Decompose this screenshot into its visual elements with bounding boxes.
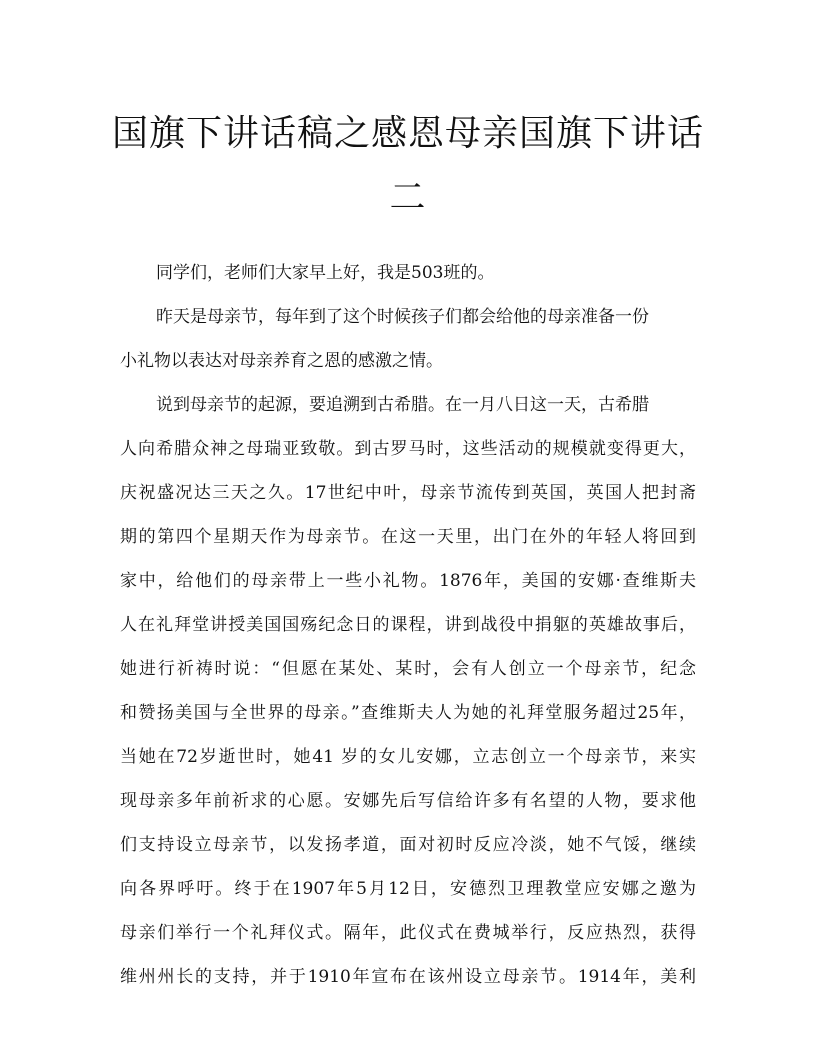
paragraph-origin-line: 人在礼拜堂讲授美国国殇纪念日的课程，讲到战役中捐躯的英雄故事后， (120, 615, 696, 635)
paragraph-origin-line: 向各界呼吁。终于在1907年5月12日，安德烈卫理教堂应安娜之邀为 (120, 879, 696, 899)
paragraph-mothers-day-line: 昨天是母亲节，每年到了这个时候孩子们都会给他的母亲准备一份 (156, 307, 649, 327)
paragraph-origin-line: 维州州长的支持，并于1910年宣布在该州设立母亲节。1914年，美利 (120, 967, 696, 987)
paragraph-origin-line: 和赞扬美国与全世界的母亲。”查维斯夫人为她的礼拜堂服务超过25年， (120, 703, 696, 723)
paragraph-origin-line: 家中，给他们的母亲带上一些小礼物。1876年，美国的安娜·查维斯夫 (120, 571, 696, 591)
paragraph-origin-line: 们支持设立母亲节，以发扬孝道，面对初时反应冷淡，她不气馁，继续 (120, 835, 696, 855)
paragraph-greeting-line: 同学们，老师们大家早上好，我是503班的。 (156, 263, 495, 283)
document-title-line-1: 国旗下讲话稿之感恩母亲国旗下讲话 (111, 113, 704, 154)
paragraph-origin-line: 期的第四个星期天作为母亲节。在这一天里，出门在外的年轻人将回到 (120, 527, 696, 547)
paragraph-origin-line: 她进行祈祷时说：“但愿在某处、某时，会有人创立一个母亲节，纪念 (120, 659, 696, 679)
document-title-line-2: 二 (389, 177, 427, 218)
paragraph-origin-line: 说到母亲节的起源，要追溯到古希腊。在一月八日这一天，古希腊 (156, 395, 649, 415)
paragraph-origin-line: 庆祝盛况达三天之久。17世纪中叶，母亲节流传到英国，英国人把封斋 (120, 483, 696, 503)
paragraph-mothers-day-line: 小礼物以表达对母亲养育之恩的感激之情。 (120, 351, 443, 371)
paragraph-origin-line: 现母亲多年前祈求的心愿。安娜先后写信给许多有名望的人物，要求他 (120, 791, 696, 811)
paragraph-origin-line: 人向希腊众神之母瑞亚致敬。到古罗马时，这些活动的规模就变得更大， (120, 439, 696, 459)
paragraph-origin-line: 母亲们举行一个礼拜仪式。隔年，此仪式在费城举行，反应热烈，获得 (120, 923, 696, 943)
paragraph-origin-line: 当她在72岁逝世时，她41 岁的女儿安娜，立志创立一个母亲节，来实 (120, 747, 696, 767)
